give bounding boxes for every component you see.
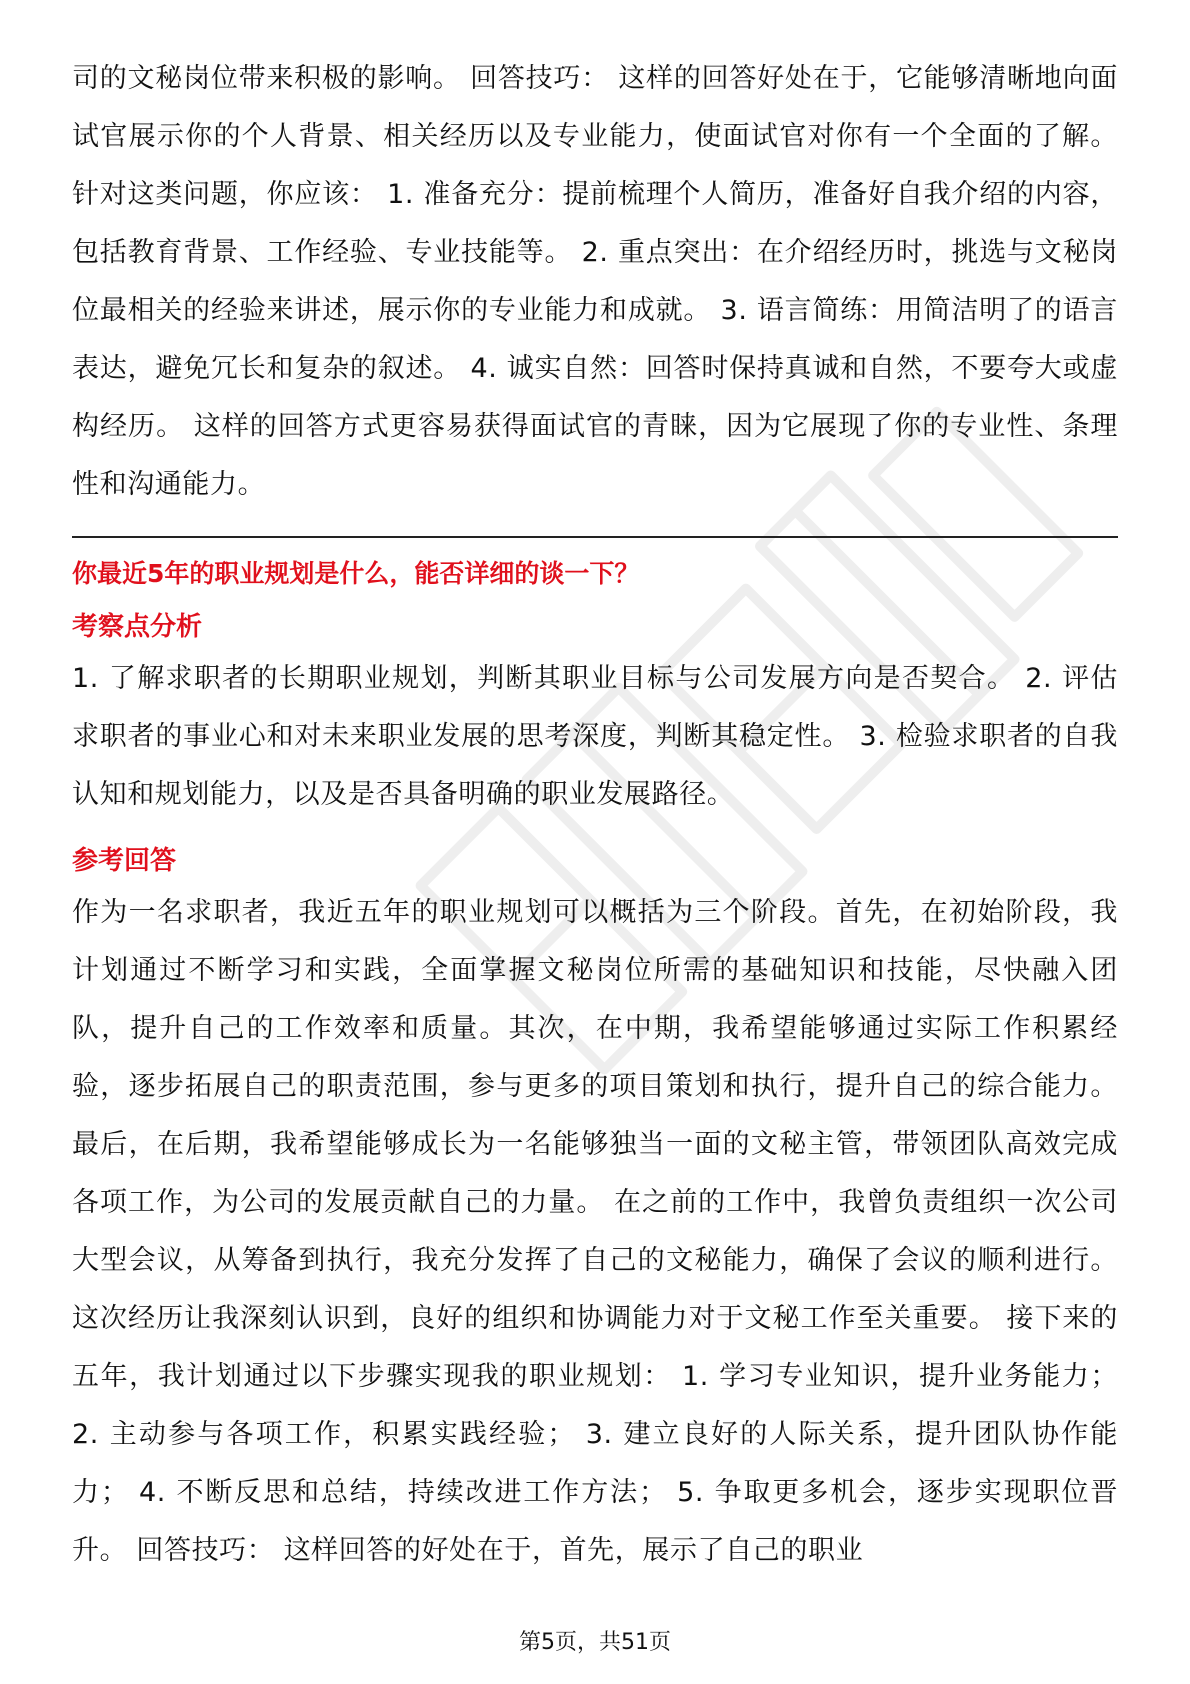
page-number: 第5页，共51页 xyxy=(519,1630,671,1655)
reference-body: 作为一名求职者，我近五年的职业规划可以概括为三个阶段。首先，在初始阶段，我计划通过不断学习和实践，全面掌握文秘岗位所需的基础知识和技能，尽快融入团队，提升自己的工作效率和质量。其次，在中期，我希望能够通过实际工作积累经验，逐步拓展自己的职责范围，参与更多的项目策划和执行，提升自己的综合能力。最后，在后期，我希望能够成长为一名能够独当一面的文秘主管，带领团队高效完成各项工作，为公司的发展贡献自己的力量。 在之前的工作中，我曾负责组织一次公司大型会议，从筹备到执行，我充分发挥了自己的文秘能力，确保了会议的顺利进行。这次经历让我深刻认识到，良好的组织和协调能力对于文秘工作至关重要。 接下来的五年，我计划通过以下步骤实现我的职业规划： 1. 学习专业知识，提升业务能力； 2. 主动参与各项工作，积累实践经验； 3. 建立良好的人际关系，提升团队协作能力； 4. 不断反思和总结，持续改进工作方法； 5. 争取更多机会，逐步实现职位晋升。 回答技巧： 这样回答的好处在于，首先，展示了自己的职业 xyxy=(72,897,1118,1566)
intro-paragraph: 司的文秘岗位带来积极的影响。 回答技巧： 这样的回答好处在于，它能够清晰地向面试官展示你的个人背景、相关经历以及专业能力，使面试官对你有一个全面的了解。针对这类问题，你应该： 1. 准备充分：提前梳理个人简历，准备好自我介绍的内容，包括教育背景、工作经验、专业技能等。 2. 重点突出：在介绍经历时，挑选与文秘岗位最相关的经验来讲述，展示你的专业能力和成就。 3. 语言简练：用简洁明了的语言表达，避免冗长和复杂的叙述。 4. 诚实自然：回答时保持真诚和自然，不要夸大或虚构经历。 这样的回答方式更容易获得面试官的青睐，因为它展现了你的专业性、条理性和沟通能力。 xyxy=(72,63,1118,500)
analysis-heading: 考察点分析 xyxy=(72,612,203,642)
reference-heading: 参考回答 xyxy=(72,846,177,876)
question-title: 你最近5年的职业规划是什么，能否详细的谈一下？ xyxy=(72,559,640,588)
analysis-body: 1. 了解求职者的长期职业规划，判断其职业目标与公司发展方向是否契合。 2. 评估求职者的事业心和对未来职业发展的思考深度，判断其稳定性。 3. 检验求职者的自我认知和规划能力，以及是否具备明确的职业发展路径。 xyxy=(72,663,1118,810)
document-page xyxy=(72,50,1118,1580)
section-divider xyxy=(72,536,1118,538)
